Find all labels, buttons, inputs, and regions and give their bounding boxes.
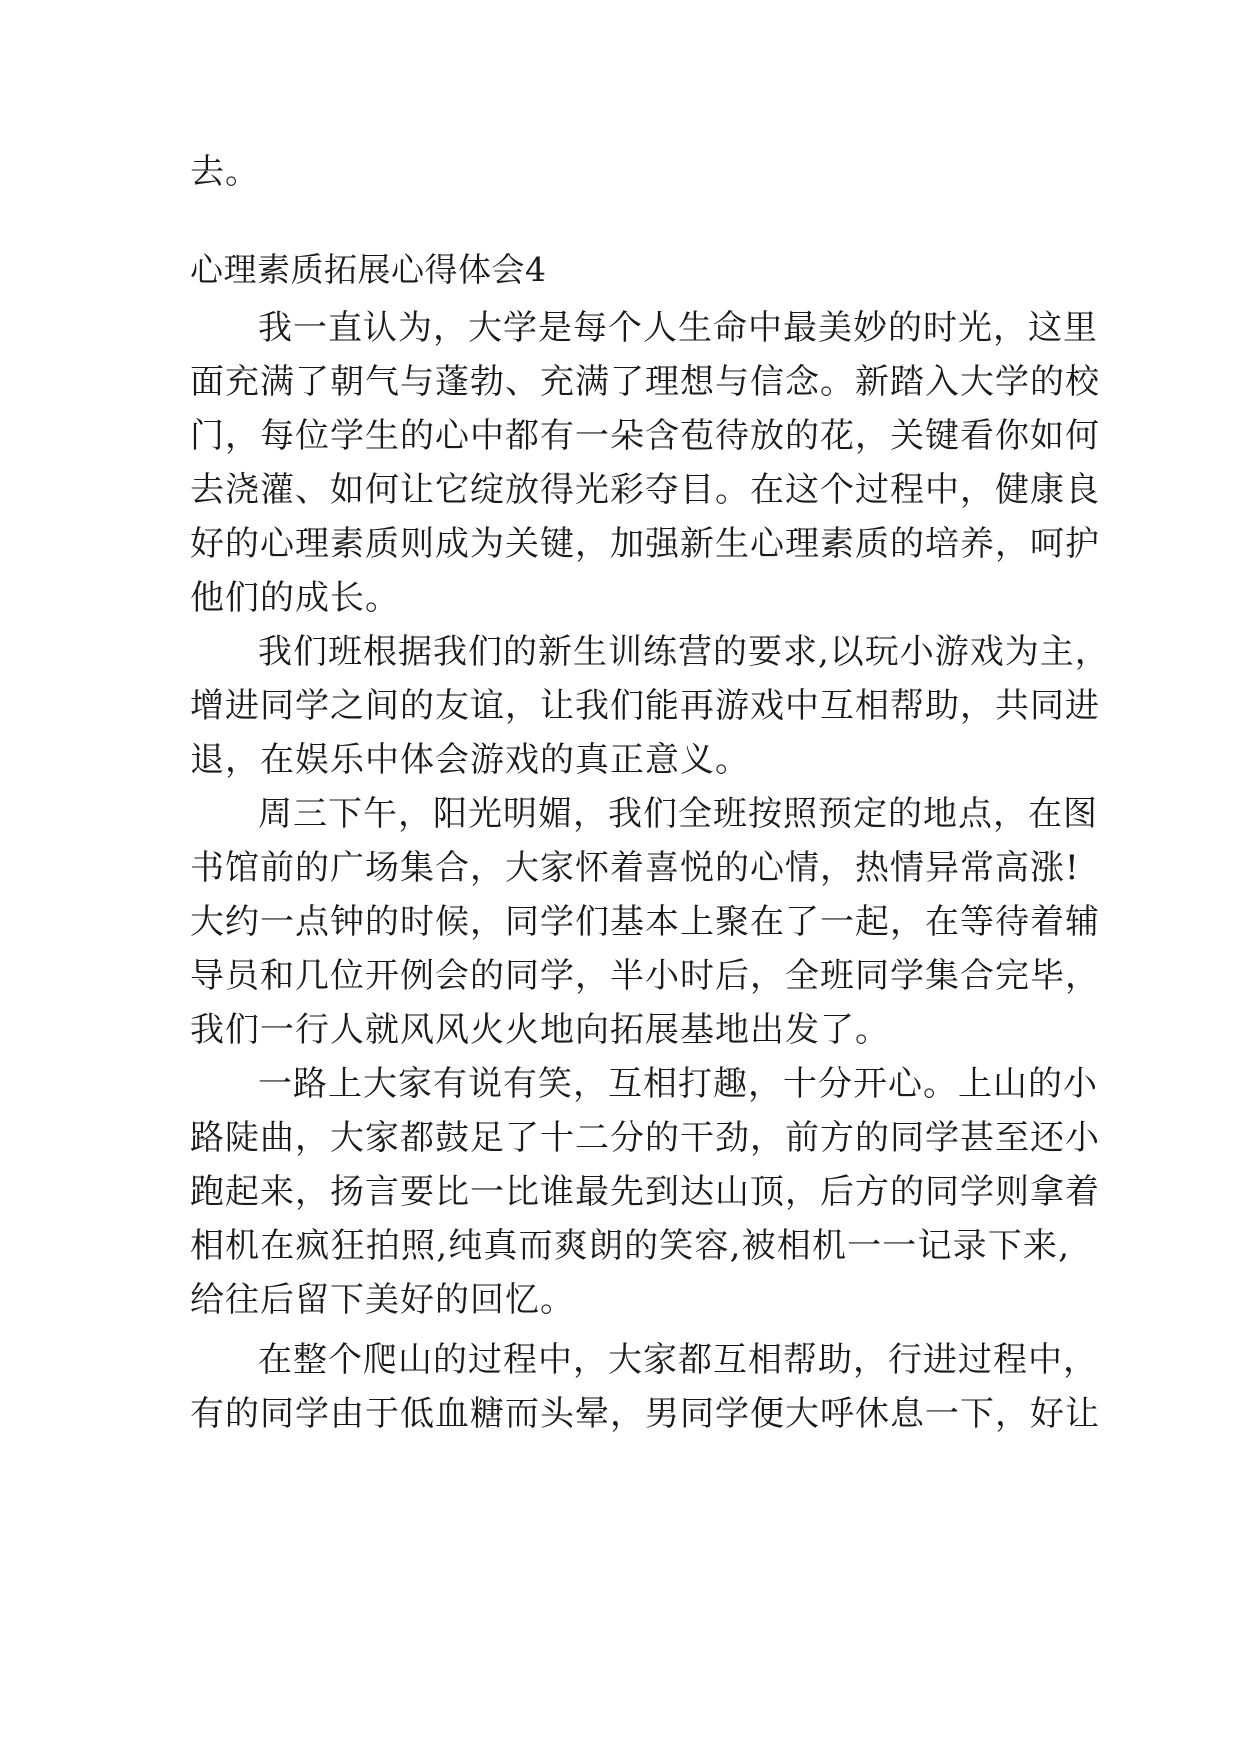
paragraph-5-line-2: 有的同学由于低血糖而头晕，男同学便大呼休息一下，好让	[190, 1394, 1100, 1434]
paragraph-1-line-3: 门，每位学生的心中都有一朵含苞待放的花，关键看你如何	[190, 416, 1100, 456]
paragraph-4-line-2: 路陡曲，大家都鼓足了十二分的干劲，前方的同学甚至还小	[190, 1118, 1100, 1158]
paragraph-3-line-4: 导员和几位开例会的同学，半小时后，全班同学集合完毕，	[190, 956, 1100, 996]
section-heading: 心理素质拓展心得体会4	[190, 250, 547, 289]
paragraph-4-line-4: 相机在疯狂拍照,纯真而爽朗的笑容,被相机一一记录下来,	[190, 1226, 1070, 1266]
paragraph-3-line-5: 我们一行人就风风火火地向拓展基地出发了。	[190, 1010, 890, 1050]
paragraph-1-line-1: 我一直认为，大学是每个人生命中最美妙的时光，这里	[258, 308, 1098, 348]
paragraph-3-line-1: 周三下午，阳光明媚，我们全班按照预定的地点，在图	[258, 794, 1098, 834]
paragraph-4-line-5: 给往后留下美好的回忆。	[190, 1280, 575, 1320]
paragraph-4-line-1: 一路上大家有说有笑，互相打趣，十分开心。上山的小	[258, 1064, 1098, 1104]
paragraph-2-line-2: 增进同学之间的友谊，让我们能再游戏中互相帮助，共同进	[190, 686, 1100, 726]
paragraph-tail-line: 去。	[190, 152, 260, 192]
paragraph-1-line-6: 他们的成长。	[190, 578, 400, 618]
paragraph-3-line-3: 大约一点钟的时候，同学们基本上聚在了一起，在等待着辅	[190, 902, 1100, 942]
paragraph-5-line-1: 在整个爬山的过程中，大家都互相帮助，行进过程中，	[258, 1340, 1098, 1380]
paragraph-4-line-3: 跑起来，扬言要比一比谁最先到达山顶，后方的同学则拿着	[190, 1172, 1100, 1212]
paragraph-1-line-2: 面充满了朝气与蓬勃、充满了理想与信念。新踏入大学的校	[190, 362, 1100, 402]
paragraph-1-line-5: 好的心理素质则成为关键，加强新生心理素质的培养，呵护	[190, 524, 1100, 564]
paragraph-1-line-4: 去浇灌、如何让它绽放得光彩夺目。在这个过程中，健康良	[190, 470, 1100, 510]
paragraph-3-line-2: 书馆前的广场集合，大家怀着喜悦的心情，热情异常高涨!	[190, 848, 1080, 888]
paragraph-2-line-1: 我们班根据我们的新生训练营的要求,以玩小游戏为主，	[258, 632, 1110, 672]
paragraph-2-line-3: 退，在娱乐中体会游戏的真正意义。	[190, 740, 750, 780]
